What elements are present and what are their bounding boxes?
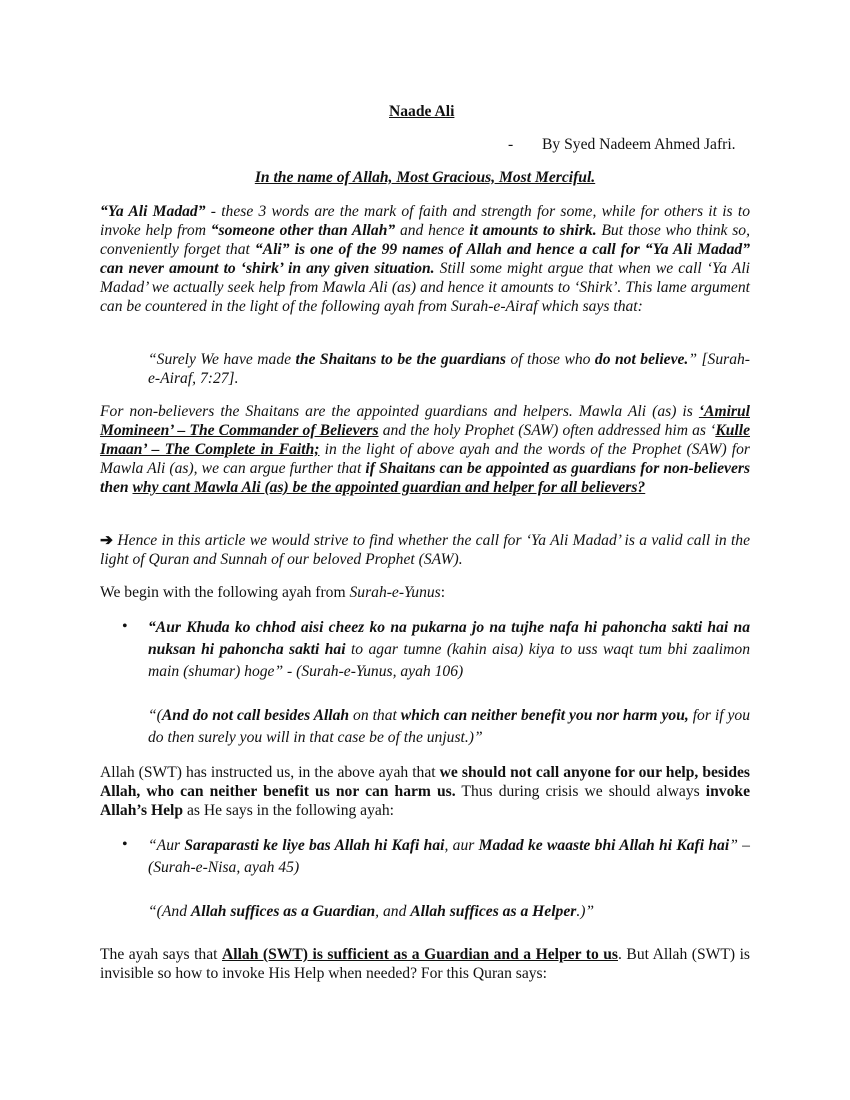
text-span: “Ali” is one of the 99 names of Allah and hence a call for “Ya Ali Madad” can never amount to ‘shirk’ in any given situation. [100, 241, 750, 277]
text-span: : [440, 584, 446, 601]
text-span: we should not call anyone for our help, besides Allah, who can neither benefit us nor can harm us. [100, 764, 750, 800]
text-span: And do not call besides Allah [161, 707, 350, 724]
text-span: and hence [395, 222, 470, 239]
text-span: Allah (SWT) has instructed us, in the above ayah that [100, 764, 440, 781]
text-span: Still some might argue that when we call ‘Ya Ali Madad’ we actually seek help from Mawla Ali (as) and hence it amounts to ‘Shirk’. This lame argument can be countered in the light of the following ayah from Surah-e-Airaf which says that: [100, 260, 751, 315]
text-span: , and [375, 903, 411, 920]
text-span: the Shaitans to be the guardians [295, 351, 506, 368]
invocation-heading: In the name of Allah, Most Gracious, Most Merciful. [254, 169, 596, 186]
text-span: ” [Surah-e-Airaf, 7:27]. [148, 351, 750, 387]
text-span: But those who think so, conveniently forget that [100, 222, 750, 258]
text-span: if Shaitans can be appointed as guardians for non-believers then [100, 460, 751, 496]
translation-nisa [148, 902, 750, 921]
bullet-icon: • [122, 618, 128, 635]
intro-paragraph [100, 202, 750, 316]
byline: By Syed Nadeem Ahmed Jafri. [542, 136, 736, 153]
yunus-intro-paragraph [100, 583, 750, 602]
text-span: .)” [576, 903, 595, 920]
text-span: For non-believers the Shaitans are the appointed guardians and helpers. Mawla Ali (as) is [100, 403, 699, 420]
text-span: in the light of above ayah and the words of the Prophet (SAW) for Mawla Ali (as), we can argue further that [100, 441, 750, 477]
text-span: which can neither benefit you nor harm you, [400, 707, 689, 724]
text-span: Surah-e-Yunus [349, 584, 441, 601]
text-span: “Ya Ali Madad” [100, 203, 206, 220]
byline-dash: - [508, 136, 514, 153]
text-span: do not believe. [594, 351, 689, 368]
text-span: invoke Allah’s Help [100, 783, 750, 819]
text-span: and the holy Prophet (SAW) often addressed him as ‘ [378, 422, 716, 439]
text-span: . But Allah (SWT) is invisible so how to invoke His Help when needed? For this Quran says: [100, 946, 750, 982]
text-span: ‘Amirul Momineen’ – The Commander of Believers [100, 403, 750, 439]
text-span: We begin with the following ayah from [100, 584, 350, 601]
translation-yunus [148, 705, 750, 749]
instruction-paragraph [100, 763, 750, 820]
bullet-yunus-ayah [148, 617, 750, 683]
text-span: “Aur Khuda ko chhod aisi cheez ko na pukarna jo na tujhe nafa hi pahoncha sakti hai na nuksan hi pahoncha sakti hai [148, 619, 750, 658]
text-span: Saraparasti ke liye bas Allah hi Kafi hai [184, 837, 445, 854]
text-span: “someone other than Allah” [210, 222, 396, 239]
text-span: on that [349, 707, 401, 724]
bullet-nisa-ayah [148, 835, 750, 879]
arrow-icon: ➔ [100, 532, 114, 549]
text-span: Allah (SWT) is sufficient as a Guardian and a Helper to us [222, 946, 618, 963]
text-span: Hence in this article we would strive to find whether the call for ‘Ya Ali Madad’ is a valid call in the light of Quran and Sunnah of our beloved Prophet (SAW). [100, 532, 750, 568]
bullet-icon: • [122, 836, 128, 853]
text-span: “( [148, 707, 162, 724]
text-span: for if you do then surely you will in that case be of the unjust.)” [148, 707, 750, 746]
text-span: as He says in the following ayah: [183, 802, 394, 819]
guardians-paragraph [100, 402, 750, 497]
text-span: to agar tumne (kahin aisa) kiya to uss waqt tum bhi zaalimon main (shumar) hoge” - (Surah-e-Yunus, ayah 106) [148, 641, 750, 680]
text-span: - these 3 words are the mark of faith and strength for some, while for others it is to invoke help from [100, 203, 750, 239]
text-span: The ayah says that [100, 946, 222, 963]
text-span: , aur [444, 837, 479, 854]
text-span: “Surely We have made [148, 351, 296, 368]
quote-surah-airaf [148, 350, 750, 388]
document-title: Naade Ali [389, 103, 455, 120]
sufficiency-paragraph [100, 945, 750, 983]
text-span: of those who [505, 351, 595, 368]
text-span: “Aur [148, 837, 185, 854]
text-span: Allah suffices as a Guardian [190, 903, 376, 920]
text-span: Thus during crisis we should always [455, 783, 706, 800]
text-span: Madad ke waaste bhi Allah hi Kafi hai [478, 837, 730, 854]
text-span: it amounts to shirk. [469, 222, 597, 239]
text-span: ” – (Surah-e-Nisa, ayah 45) [148, 837, 750, 876]
text-span: why cant Mawla Ali (as) be the appointed guardian and helper for all believers? [132, 479, 646, 496]
article-purpose-paragraph [100, 531, 750, 569]
text-span: “(And [148, 903, 191, 920]
text-span: Kulle Imaan’ – The Complete in Faith; [100, 422, 750, 458]
text-span: Allah suffices as a Helper [410, 903, 577, 920]
